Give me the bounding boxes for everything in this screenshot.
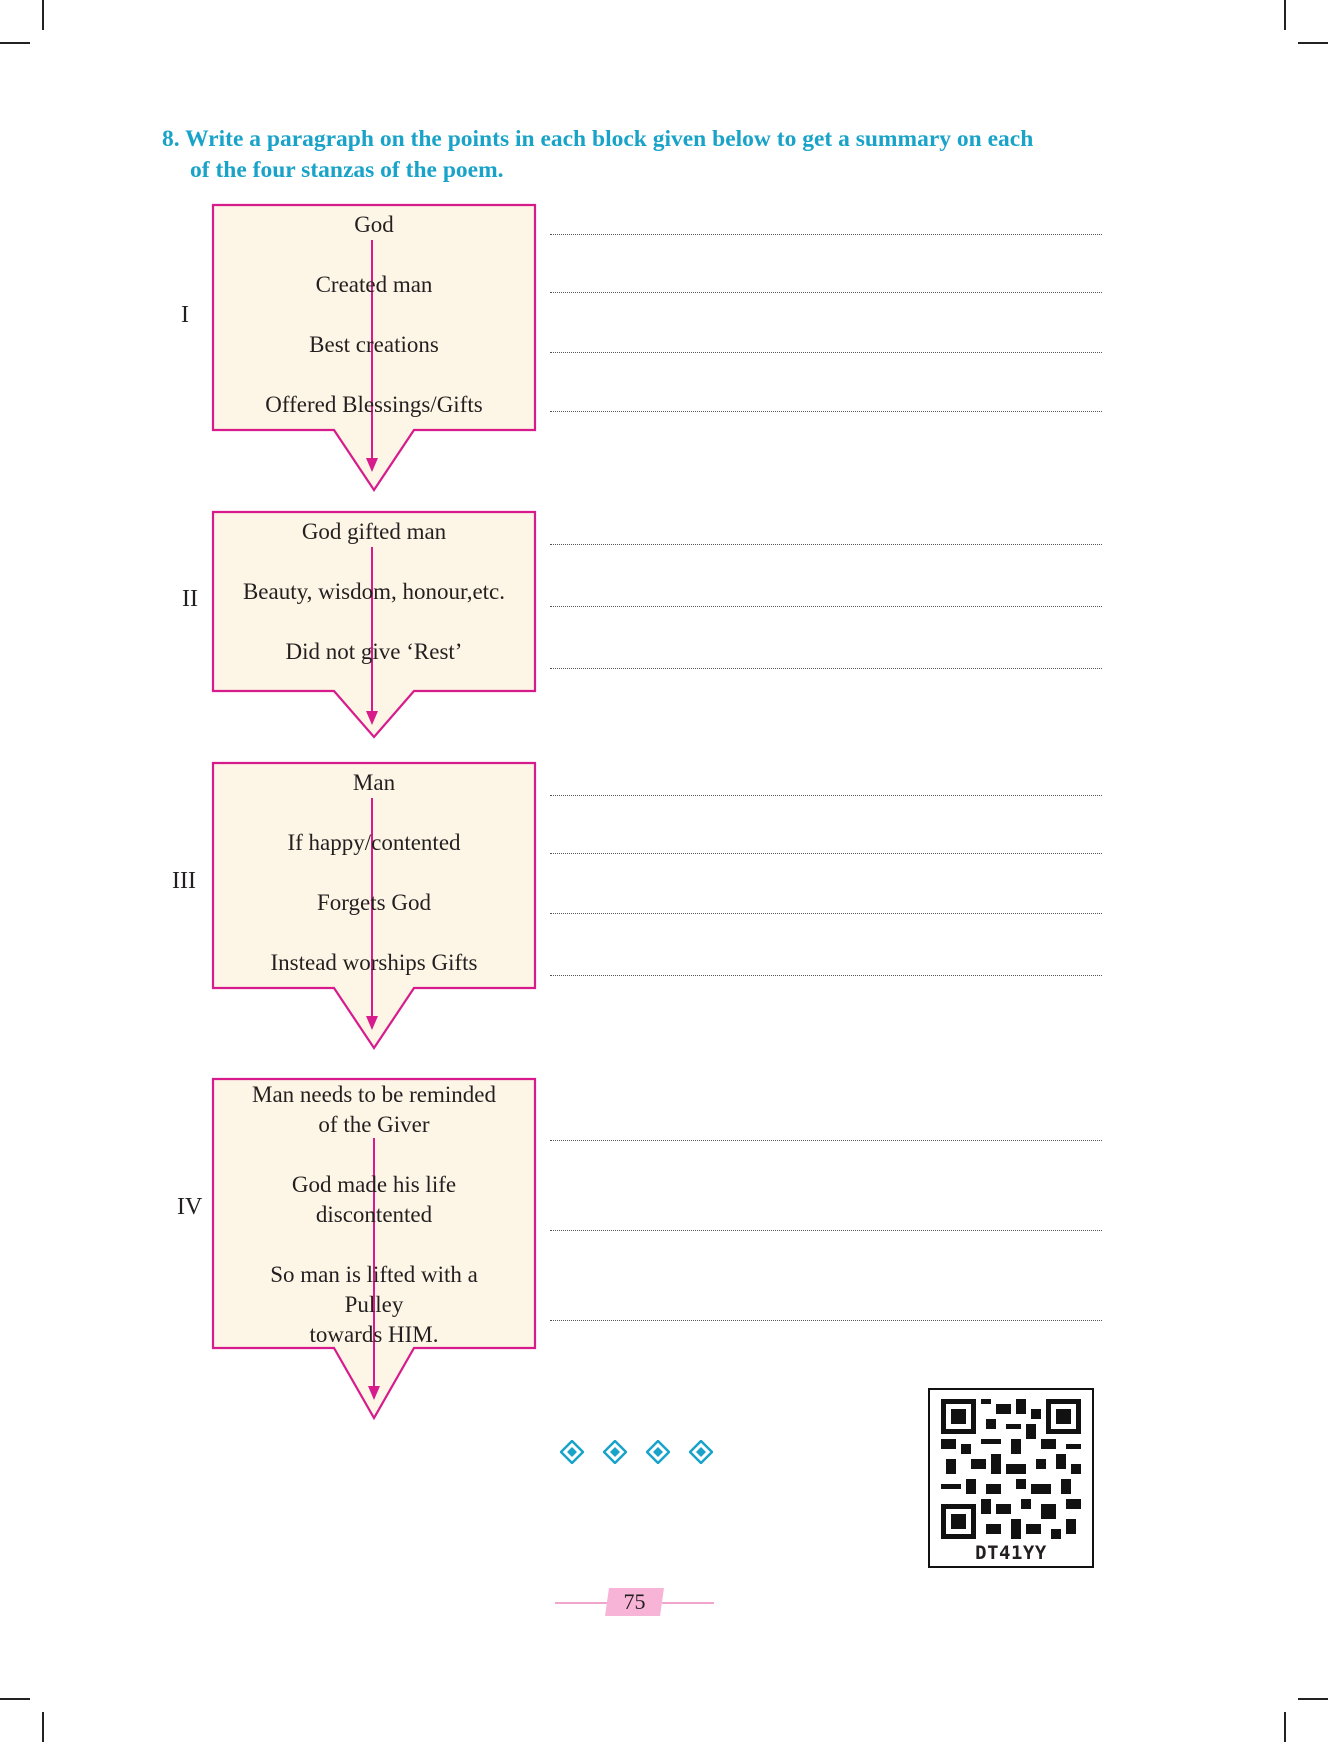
diamond-icon — [560, 1440, 584, 1464]
answer-line[interactable] — [550, 1140, 1102, 1141]
answer-line[interactable] — [550, 853, 1102, 854]
crop-mark — [1284, 0, 1286, 30]
flow-block-4 — [212, 1078, 536, 1420]
page-number: 75 — [623, 1589, 646, 1614]
answer-line[interactable] — [550, 292, 1102, 293]
crop-mark — [0, 42, 30, 44]
stanza-numeral-2: II — [182, 586, 198, 612]
answer-line[interactable] — [550, 913, 1102, 914]
page-number-rule — [555, 1602, 607, 1604]
answer-line[interactable] — [550, 668, 1102, 669]
flow-step: Beauty, wisdom, honour,etc. — [242, 579, 506, 604]
section-end-ornament — [560, 1440, 713, 1464]
flow-step: God made his life discontented — [291, 1172, 457, 1227]
flow-step: Man needs to be reminded of the Giver — [252, 1082, 496, 1137]
flow-step: If happy/contented — [287, 830, 461, 855]
crop-mark — [0, 1698, 30, 1700]
flow-step: Created man — [315, 272, 433, 297]
question-line-1: Write a paragraph on the points in each block given below to get a summary on each — [185, 126, 1034, 152]
qr-code-icon — [941, 1399, 1081, 1539]
flow-step: So man is lifted with a Pulley towards HIM. — [270, 1262, 478, 1347]
flow-block-1 — [212, 204, 536, 492]
crop-mark — [1298, 1698, 1328, 1700]
question-line-2: of the four stanzas of the poem. — [190, 157, 504, 183]
answer-line[interactable] — [550, 975, 1102, 976]
flow-block-2 — [212, 511, 536, 739]
crop-mark — [42, 1712, 44, 1742]
question-heading — [162, 124, 1122, 186]
flow-step: Offered Blessings/Gifts — [265, 392, 483, 417]
diamond-icon — [646, 1440, 670, 1464]
answer-line[interactable] — [550, 411, 1102, 412]
diamond-icon — [689, 1440, 713, 1464]
flow-step: Forgets God — [317, 890, 431, 915]
answer-line[interactable] — [550, 795, 1102, 796]
crop-mark — [1298, 42, 1328, 44]
stanza-numeral-1: I — [181, 302, 189, 328]
crop-mark — [1284, 1712, 1286, 1742]
answer-line[interactable] — [550, 234, 1102, 235]
answer-line[interactable] — [550, 606, 1102, 607]
flow-step: God — [354, 212, 394, 237]
answer-line[interactable] — [550, 1230, 1102, 1231]
qr-code[interactable] — [928, 1388, 1094, 1568]
question-number: 8. — [162, 126, 180, 152]
stanza-numeral-4: IV — [177, 1194, 203, 1220]
crop-mark — [42, 0, 44, 30]
stanza-numeral-3: III — [172, 868, 196, 894]
flow-step: Best creations — [309, 332, 439, 357]
flow-step: God gifted man — [301, 519, 447, 544]
answer-line[interactable] — [550, 544, 1102, 545]
answer-line[interactable] — [550, 352, 1102, 353]
flow-step: Instead worships Gifts — [270, 950, 478, 975]
page-number-rule — [662, 1602, 714, 1604]
qr-code-label: DT41YY — [975, 1542, 1047, 1564]
flow-step: Did not give ‘Rest’ — [285, 639, 463, 664]
flow-step: Man — [352, 770, 396, 795]
diamond-icon — [603, 1440, 627, 1464]
flow-block-3 — [212, 762, 536, 1050]
answer-line[interactable] — [550, 1320, 1102, 1321]
